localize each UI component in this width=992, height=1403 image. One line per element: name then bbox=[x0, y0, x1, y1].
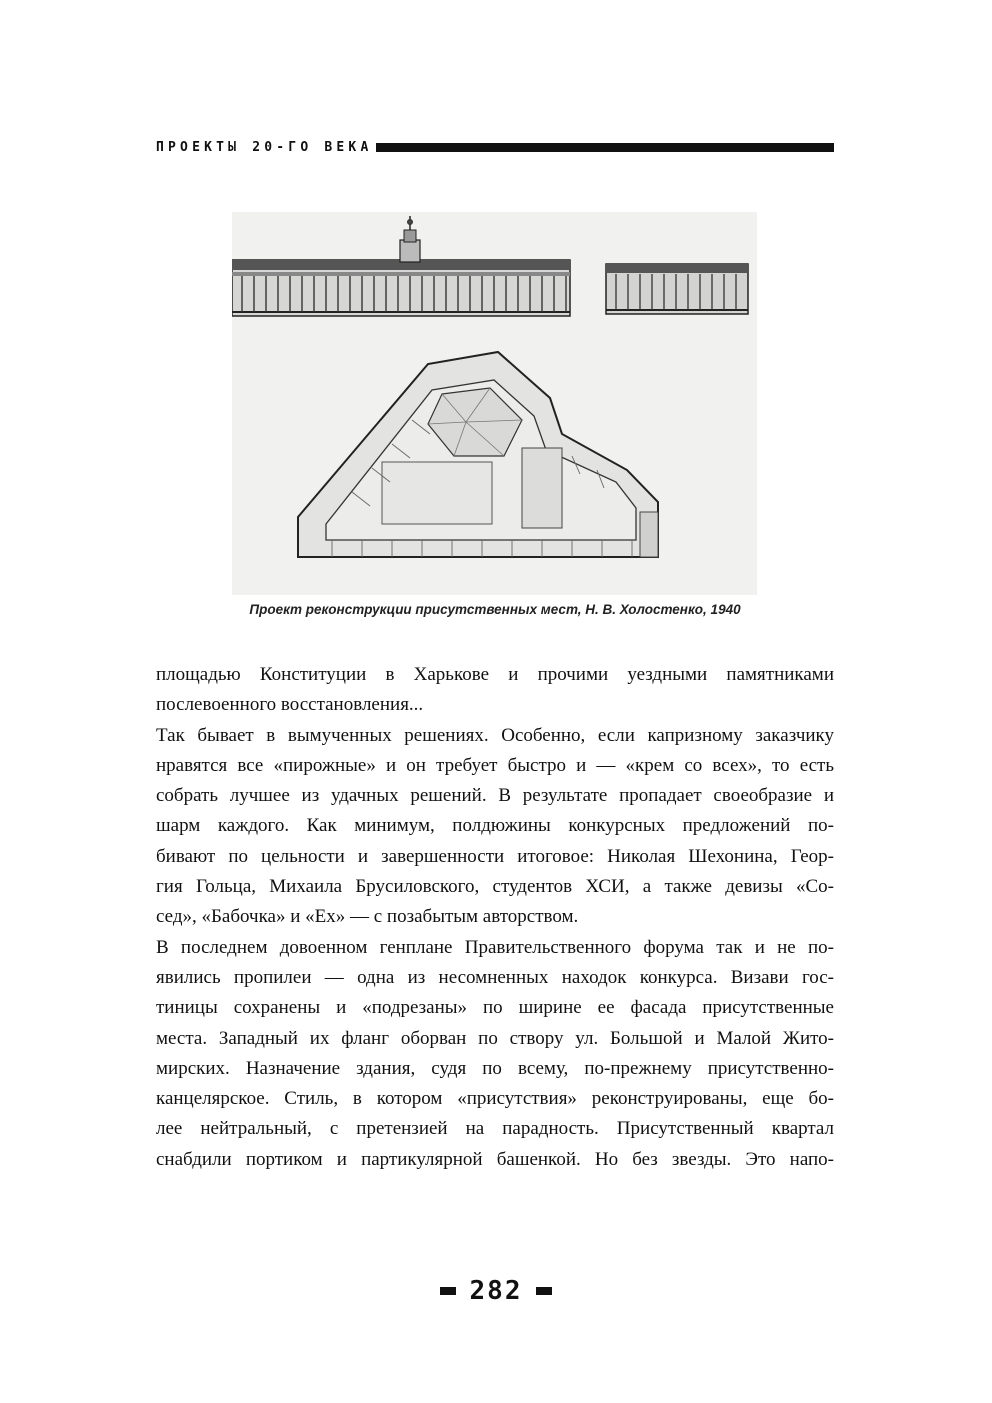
text-line: шарм каждого. Как минимум, полдюжины конкурсных предложений по- bbox=[156, 815, 834, 837]
running-title: ПРОЕКТЫ 20-ГО ВЕКА bbox=[156, 139, 373, 155]
text-line: лее нейтральный, с претензией на парадность. Присутственный квартал bbox=[156, 1118, 834, 1140]
text-line: мирских. Назначение здания, судя по всему, по-прежнему присутственно- bbox=[156, 1057, 834, 1079]
text-line: собрать лучшее из удачных решений. В результате пропадает своеобразие и bbox=[156, 785, 834, 807]
text-line: нравятся все «пирожные» и он требует быстро и — «крем со всех», то есть bbox=[156, 754, 834, 776]
body-text bbox=[156, 660, 834, 1175]
paragraph-3 bbox=[156, 933, 834, 1175]
text-line: снабдили портиком и партикулярной башенкой. Но без звезды. Это напо- bbox=[156, 1148, 834, 1170]
text-line: сед», «Бабочка» и «Ех» — с позабытым авторством. bbox=[156, 906, 579, 928]
running-header bbox=[156, 138, 834, 156]
architectural-drawing bbox=[232, 212, 757, 595]
text-line: бивают по цельности и завершенности итоговое: Николая Шехонина, Геор- bbox=[156, 845, 834, 867]
text-line: канцелярское. Стиль, в котором «присутствия» реконструированы, еще бо- bbox=[156, 1088, 834, 1110]
text-line: гия Гольца, Михаила Брусиловского, студентов ХСИ, а также девизы «Со- bbox=[156, 876, 834, 898]
page-number: 282 bbox=[469, 1276, 523, 1306]
text-line: В последнем довоенном генплане Правительственного форума так и не по- bbox=[156, 936, 834, 958]
text-line: явились пропилеи — одна из несомненных находок конкурса. Визави гос- bbox=[156, 966, 834, 988]
text-line: площадью Конституции в Харькове и прочими уездными памятниками bbox=[156, 664, 834, 685]
paragraph-2 bbox=[156, 721, 834, 933]
text-line: Так бывает в вымученных решениях. Особенно, если капризному заказчику bbox=[156, 724, 834, 746]
page-number-footer bbox=[430, 1276, 562, 1306]
text-line: послевоенного восстановления... bbox=[156, 694, 424, 716]
text-line: тиницы сохранены и «подрезаны» по ширине ее фасада присутственные bbox=[156, 997, 834, 1019]
text-line: места. Западный их фланг оборван по створу ул. Большой и Малой Жито- bbox=[156, 1027, 834, 1049]
page-number-right-mark bbox=[536, 1287, 552, 1295]
header-rule bbox=[376, 143, 834, 152]
side-facade-elevation bbox=[606, 264, 748, 314]
drawing-svg bbox=[232, 212, 757, 595]
figure-caption: Проект реконструкции присутственных мест, Н. В. Холостенко, 1940 bbox=[249, 602, 741, 617]
page-number-left-mark bbox=[440, 1287, 456, 1295]
paragraph-1 bbox=[156, 660, 834, 721]
